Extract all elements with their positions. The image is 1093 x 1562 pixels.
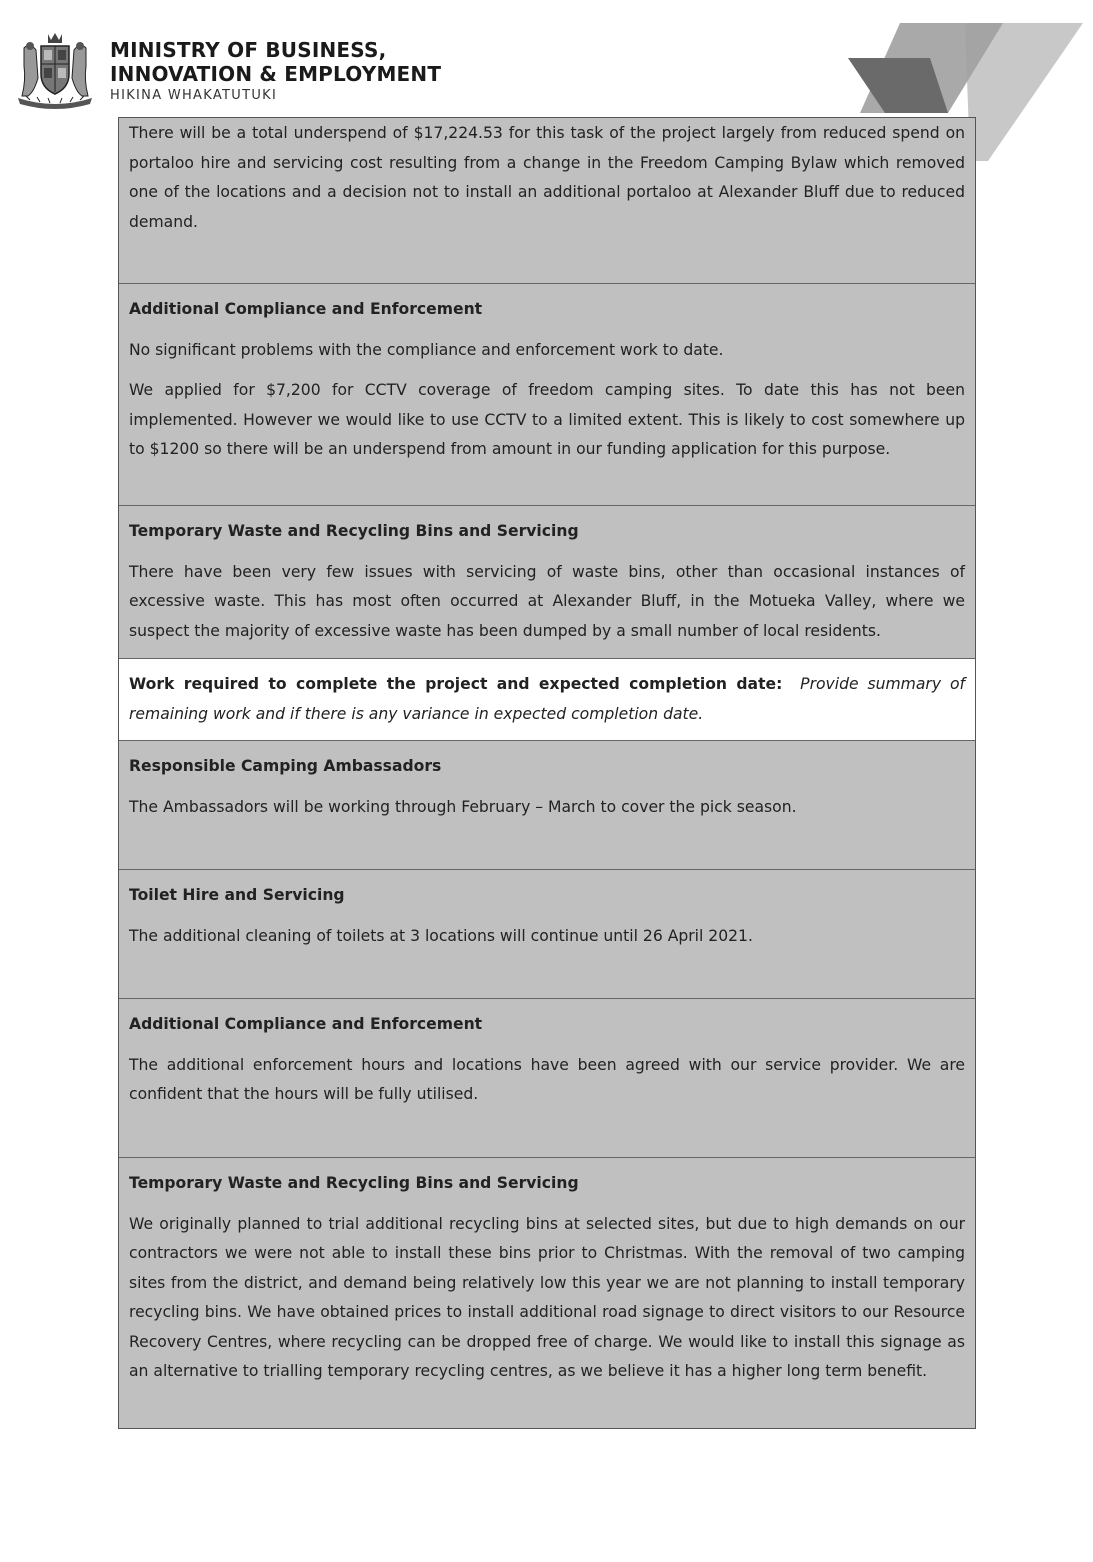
section-waste-bins-future: [119, 1158, 975, 1428]
section-heading: Temporary Waste and Recycling Bins and Servicing: [129, 522, 579, 540]
section-paragraph: No significant problems with the compliance and enforcement work to date.: [129, 340, 724, 359]
section-paragraph: The Ambassadors will be working through February – March to cover the pick season.: [129, 797, 797, 816]
section-heading: Temporary Waste and Recycling Bins and Servicing: [129, 1174, 579, 1192]
section-toilet-hire: [119, 870, 975, 999]
section-work-required: [119, 659, 975, 741]
section-heading: Additional Compliance and Enforcement: [129, 1015, 483, 1033]
section-waste-bins: [119, 506, 975, 659]
org-name-line-2: INNOVATION & EMPLOYMENT: [110, 62, 442, 86]
section-heading: Work required to complete the project and expected completion date:: [129, 675, 783, 693]
underspend-text: There will be a total underspend of $17,224.53 for this task of the project largely from reduced spend on portaloo hire and servicing cost resulting from a change in the Freedom Camping Bylaw which removed one of the locations and a decision not to install an additional portaloo at Alexander Bluff due to reduced demand.: [129, 124, 965, 231]
page-header: [0, 0, 1093, 116]
coat-of-arms-icon: [10, 30, 100, 110]
section-paragraph: We originally planned to trial additional recycling bins at selected sites, but due to high demands on our contractors we were not able to install these bins prior to Christmas. With the removal of two camping sites from the district, and demand being relatively low this year we are not planning to install temporary recycling bins. We have obtained prices to install additional road signage to direct visitors to our Resource Recovery Centres, where recycling can be dropped free of charge. We would like to install this signage as an alternative to trialling temporary recycling centres, as we believe it has a higher long term benefit.: [129, 1214, 965, 1380]
section-paragraph: The additional enforcement hours and locations have been agreed with our service provider. We are confident that the hours will be fully utilised.: [129, 1055, 965, 1103]
section-compliance-enforcement-future: [119, 999, 975, 1158]
section-ambassadors: [119, 741, 975, 870]
org-subtitle: HIKINA WHAKATUTUKI: [110, 88, 278, 103]
organisation-name: [110, 38, 441, 105]
section-heading: Responsible Camping Ambassadors: [129, 757, 442, 775]
section-heading: Additional Compliance and Enforcement: [129, 300, 483, 318]
section-paragraph: We applied for $7,200 for CCTV coverage of freedom camping sites. To date this has not been implemented. However we would like to use CCTV to a limited extent. This is likely to cost somewhere up to $1200 so there will be an underspend from amount in our funding application for this purpose.: [129, 381, 965, 458]
section-heading: Toilet Hire and Servicing: [129, 886, 345, 904]
section-compliance-enforcement: [119, 284, 975, 506]
work-required-text: [129, 670, 965, 729]
org-name-line-1: MINISTRY OF BUSINESS,: [110, 38, 387, 62]
section-paragraph: There have been very few issues with servicing of waste bins, other than occasional instances of excessive waste. This has most often occurred at Alexander Bluff, in the Motueka Valley, where we suspect the majority of excessive waste has been dumped by a small number of local residents.: [129, 562, 965, 640]
section-underspend: [119, 118, 975, 284]
section-paragraph: The additional cleaning of toilets at 3 locations will continue until 26 April 2021.: [129, 926, 753, 945]
progress-report-table: [118, 117, 976, 1429]
section-instruction: Provide summary of remaining work and if there is any variance in expected completion date.: [129, 675, 965, 723]
